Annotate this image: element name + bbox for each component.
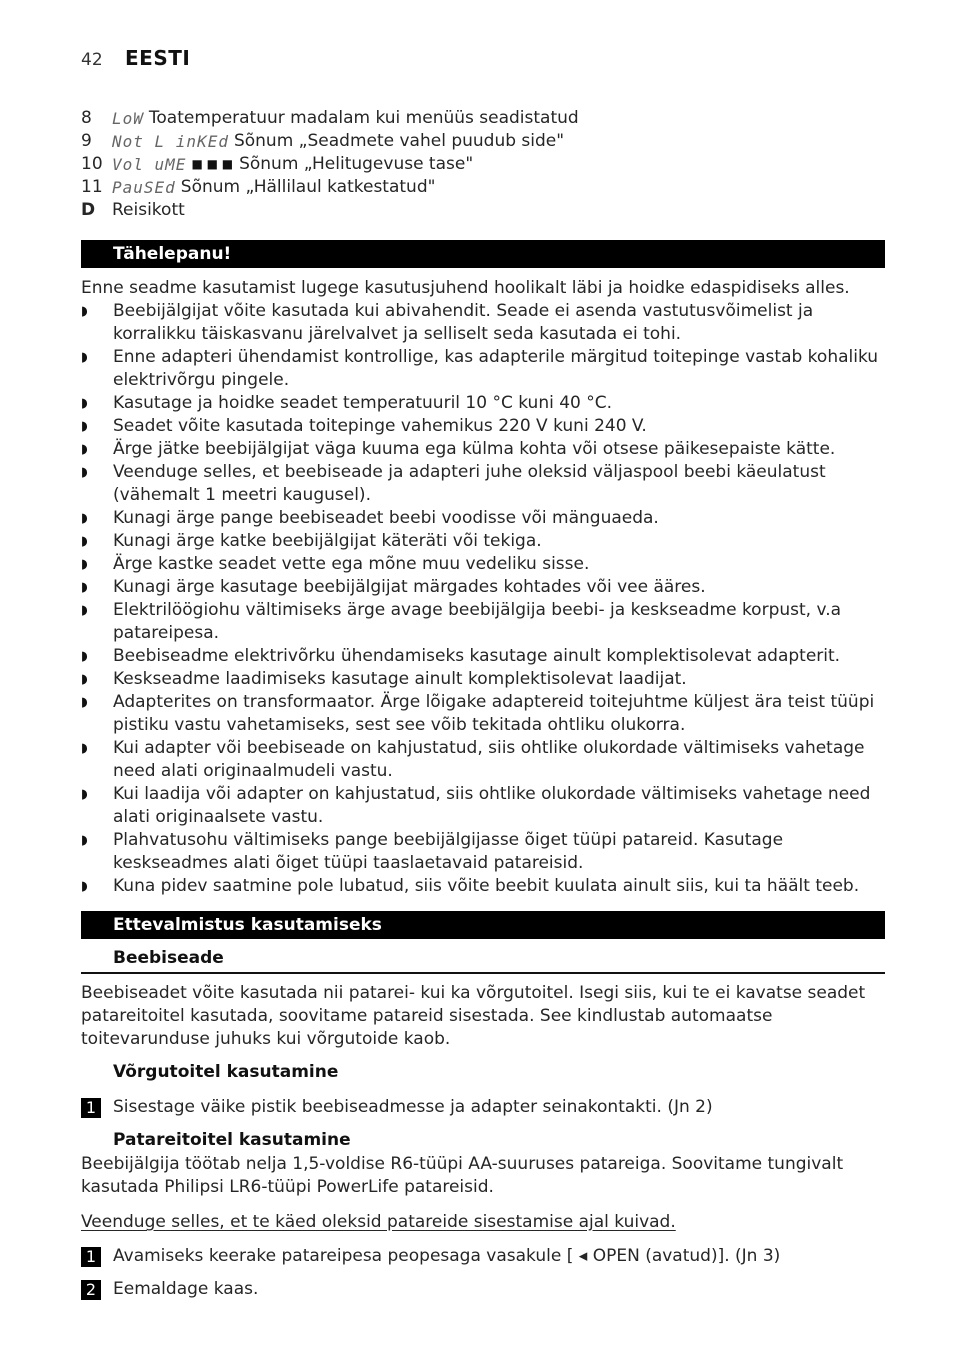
lcd-text: PauSEd: [112, 178, 176, 197]
battery-note: Veenduge selles, et te käed oleksid patareide sisestamise ajal kuivad.: [81, 1212, 676, 1232]
subheading-baby-unit: Beebiseade: [113, 948, 224, 968]
bullet-icon: ◗: [81, 833, 88, 848]
step-text: Avamiseks keerake patareipesa peopesaga vasakule [ ◂ OPEN (avatud)]. (Jn 3): [113, 1246, 781, 1266]
bullet-icon: ◗: [81, 557, 88, 572]
baby-unit-intro: Beebiseadet võite kasutada nii patarei- kui ka võrgutoitel. Isegi siis, kui te ei kavatse seadet patareitoitel kasutada, soovitame patareid sisestada. See kindlustab automaatse toitevarunduse juhuks kui võrgutoide kaob.: [81, 983, 866, 1049]
list-item: [81, 107, 891, 130]
list-item: [81, 553, 885, 576]
list-item: [81, 300, 885, 346]
page-header: [81, 46, 190, 74]
bullet-icon: ◗: [81, 603, 88, 618]
bullet-text: Kunagi ärge katke beebijälgijat käteräti või tekiga.: [113, 531, 542, 551]
section-heading-preparation: Ettevalmistus kasutamiseks: [81, 911, 885, 939]
list-item: [81, 153, 891, 176]
bullet-text: Beebijälgijat võite kasutada kui abivahendit. Seade ei asenda vastutusvõimelist ja korralikku täiskasvanu järelvalvet ja selliselt seda kasutada ei tohi.: [113, 301, 814, 344]
bullet-text: Adapterites on transformaator. Ärge lõigake adaptereid toitejuhtme küljest ära teist tüüpi pistiku vastu vahetamiseks, sest see võib tekitada ohtliku olukorra.: [113, 692, 875, 735]
bullet-icon: ◗: [81, 580, 88, 595]
lcd-text: Vol uME: [112, 155, 187, 174]
item-number: 8: [81, 108, 92, 128]
battery-note-wrap: [81, 1211, 885, 1234]
item-number: 9: [81, 131, 92, 151]
step-number: 1: [81, 1247, 101, 1267]
bullet-text: Kasutage ja hoidke seadet temperatuuril 10 °C kuni 40 °C.: [113, 393, 613, 413]
bullet-text: Ärge jätke beebijälgijat väga kuuma ega külma kohta või otsese päikesepaiste kätte.: [113, 439, 836, 459]
step-text: Sisestage väike pistik beebiseadmesse ja adapter seinakontakti. (Jn 2): [113, 1097, 713, 1117]
step-number: 2: [81, 1280, 101, 1300]
step-item: [81, 1278, 885, 1301]
warning-bullet-list: [81, 300, 885, 898]
volume-squares-icon: ■ ■ ■: [191, 157, 234, 171]
bullet-text: Veenduge selles, et beebiseade ja adapteri juhe oleksid väljaspool beebi käeulatust (vähemalt 1 meetri kaugusel).: [113, 462, 826, 505]
list-item: [81, 530, 885, 553]
list-item: [81, 507, 885, 530]
bullet-text: Beebiseadme elektrivõrku ühendamiseks kasutage ainult komplektisolevat adapterit.: [113, 646, 841, 666]
bullet-text: Enne adapteri ühendamist kontrollige, kas adapterile märgitud toitepinge vastab kohaliku elektrivõrgu pingele.: [113, 347, 879, 390]
bullet-icon: ◗: [81, 304, 88, 319]
bullet-text: Kunagi ärge pange beebiseadet beebi voodisse või mänguaeda.: [113, 508, 659, 528]
bullet-icon: ◗: [81, 672, 88, 687]
item-letter: D: [81, 200, 96, 220]
list-item: [81, 829, 885, 875]
battery-intro: Beebijälgija töötab nelja 1,5-voldise R6-tüüpi AA-suuruses patareiga. Soovitame tungivalt kasutada Philipsi LR6-tüüpi PowerLife patareisid.: [81, 1154, 844, 1197]
page-number: 42: [81, 50, 103, 70]
bullet-icon: ◗: [81, 787, 88, 802]
bullet-icon: ◗: [81, 534, 88, 549]
list-item: [81, 199, 891, 222]
list-item: [81, 875, 885, 898]
item-text: Toatemperatuur madalam kui menüüs seadistatud: [148, 108, 579, 128]
bullet-text: Kuna pidev saatmine pole lubatud, siis võite beebit kuulata ainult siis, kui ta häält teeb.: [113, 876, 860, 896]
bullet-icon: ◗: [81, 350, 88, 365]
bullet-icon: ◗: [81, 396, 88, 411]
bullet-icon: ◗: [81, 419, 88, 434]
list-item: [81, 176, 891, 199]
item-number: 10: [81, 154, 103, 174]
bullet-icon: ◗: [81, 649, 88, 664]
bullet-icon: ◗: [81, 741, 88, 756]
list-item: [81, 783, 885, 829]
lcd-text: Not L inKEd: [112, 132, 229, 151]
step-item: [81, 1096, 885, 1119]
list-item: [81, 392, 885, 415]
step-text: Eemaldage kaas.: [113, 1279, 259, 1299]
bullet-text: Kui laadija või adapter on kahjustatud, siis ohtlike olukordade vältimiseks vahetage need alati originaalsete vastu.: [113, 784, 871, 827]
bullet-text: Keskseadme laadimiseks kasutage ainult komplektisolevat laadijat.: [113, 669, 687, 689]
subheading-mains: Võrgutoitel kasutamine: [113, 1062, 339, 1082]
bullet-icon: ◗: [81, 879, 88, 894]
list-item: [81, 645, 885, 668]
bullet-icon: ◗: [81, 695, 88, 710]
bullet-text: Elektrilöögiohu vältimiseks ärge avage beebijälgija beebi- ja keskseadme korpust, v.a patareipesa.: [113, 600, 842, 643]
bullet-text: Plahvatusohu vältimiseks pange beebijälgijasse õiget tüüpi patareid. Kasutage keskseadmes alati õiget tüüpi taaslaetavaid patareisid.: [113, 830, 784, 873]
item-text: Reisikott: [112, 200, 185, 220]
list-item: [81, 599, 885, 645]
bullet-text: Kui adapter või beebiseade on kahjustatud, siis ohtlike olukordade vältimiseks vahetage need alati originaalmudeli vastu.: [113, 738, 865, 781]
item-text: Sõnum „Helitugevuse tase": [239, 154, 474, 174]
bullet-icon: ◗: [81, 442, 88, 457]
display-symbol-list: [81, 107, 891, 222]
warning-intro: Enne seadme kasutamist lugege kasutusjuhend hoolikalt läbi ja hoidke edaspidiseks alles.: [81, 278, 850, 298]
step-item: [81, 1245, 885, 1268]
section-heading-warning: Tähelepanu!: [81, 240, 885, 268]
list-item: [81, 438, 885, 461]
subheading-battery: Patareitoitel kasutamine: [113, 1130, 351, 1150]
item-number: 11: [81, 177, 103, 197]
bullet-icon: ◗: [81, 465, 88, 480]
list-item: [81, 691, 885, 737]
list-item: [81, 668, 885, 691]
list-item: [81, 737, 885, 783]
bullet-text: Ärge kastke seadet vette ega mõne muu vedeliku sisse.: [113, 554, 590, 574]
heading-rule: [81, 972, 885, 974]
step-number: 1: [81, 1098, 101, 1118]
list-item: [81, 461, 885, 507]
bullet-icon: ◗: [81, 511, 88, 526]
lcd-text: LoW: [112, 109, 144, 128]
list-item: [81, 576, 885, 599]
bullet-text: Kunagi ärge kasutage beebijälgijat märgades kohtades või vee ääres.: [113, 577, 706, 597]
list-item: [81, 415, 885, 438]
item-text: Sõnum „Seadmete vahel puudub side": [233, 131, 565, 151]
item-text: Sõnum „Hällilaul katkestatud": [180, 177, 436, 197]
list-item: [81, 346, 885, 392]
bullet-text: Seadet võite kasutada toitepinge vahemikus 220 V kuni 240 V.: [113, 416, 647, 436]
language-title: EESTI: [125, 46, 191, 70]
list-item: [81, 130, 891, 153]
